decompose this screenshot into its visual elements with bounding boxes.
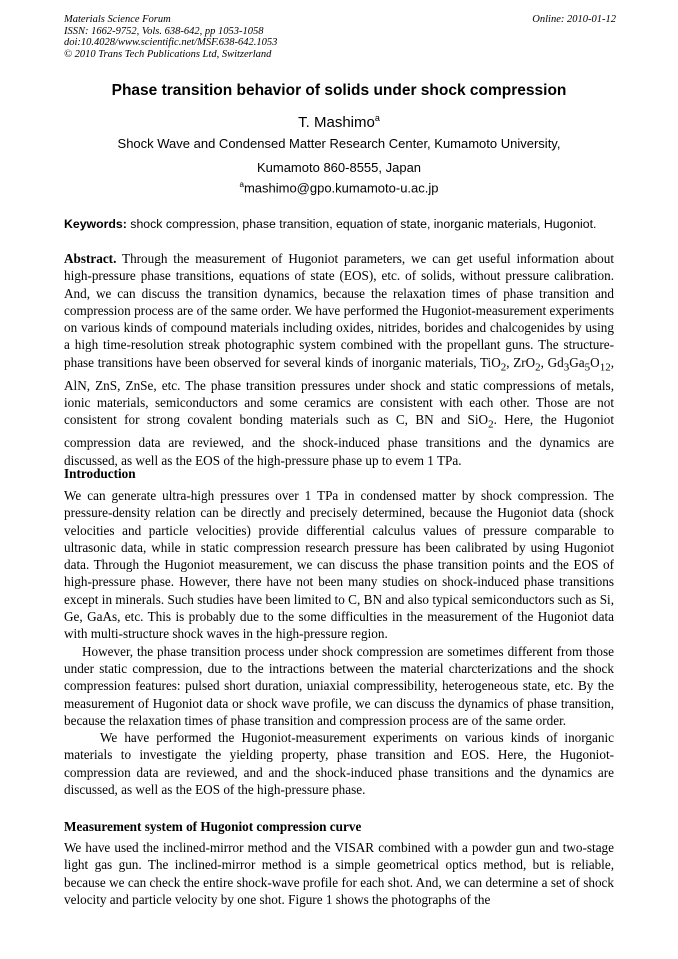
journal-name: Materials Science Forum bbox=[64, 14, 171, 25]
abstract-text-6: , AlN, ZnS, ZnSe, etc. The phase transition pressures under shock and static compressions of metals, ionic materials, semiconductors and some ceramics are consistent with each other. Those are not consistent for strong covalent bonding materials such as C, BN and SiO bbox=[64, 354, 614, 428]
introduction-paragraph-3: We have performed the Hugoniot-measurement experiments on various kinds of inorganic materials to investigate the yielding property, phase transition and EOS. Here, the Hugoniot-compression data are reviewed, and and the shock-induced phase transitions and the dynamics are discussed, as well as the EOS of the high-pressure phase. bbox=[64, 730, 614, 798]
keywords bbox=[64, 217, 624, 231]
introduction-paragraph-1: We can generate ultra-high pressures over 1 TPa in condensed matter by shock compression. The pressure-density relation can be directly and precisely determined, because the Hugoniot data (shock velocities and particle velocities) provide differential calculus values of pressure comparable to ultrasonic data, while in static compression research pressure has been calibrated by using Hugoniot data. Through the Hugoniot measurement, we can discuss the phase transition points and the EOS of high-pressure phase. However, there have not been many studies on shock-induced phase transitions except in minerals. Such studies have been limited to C, BN and also typical semiconductors such as Si, Ge, GaAs, etc. This is probably due to the some difficulties in the measurement of the Hugoniot data with multi-structure shock waves in the high-pressure region. bbox=[64, 488, 614, 642]
email-address: mashimo@gpo.kumamoto-u.ac.jp bbox=[243, 180, 439, 196]
author-line bbox=[0, 113, 678, 131]
affiliation-line-2: Kumamoto 860-8555, Japan bbox=[256, 160, 422, 175]
author-mark: a bbox=[374, 113, 380, 123]
abstract-sub-4: 5 bbox=[584, 361, 591, 374]
journal-header bbox=[64, 14, 616, 60]
keywords-text: shock compression, phase transition, equation of state, inorganic materials, Hugoniot. bbox=[126, 217, 597, 231]
abstract-sub-6: 2 bbox=[488, 418, 494, 431]
author-name: T. Mashimo bbox=[298, 114, 375, 131]
abstract-text-4: Ga bbox=[569, 354, 585, 370]
affiliation-line-1: Shock Wave and Condensed Matter Research Center, Kumamoto University, bbox=[117, 136, 561, 151]
introduction-paragraph-2: However, the phase transition process under shock compression are sometimes different from those under static compression, due to the intractions between the material charcterizations and the shock compression features: pulsed short duration, uniaxial compressibility, heterogeneous state, etc. By the measurement of Hugoniot data or shock wave profile, we can discuss the dynamics of phase transition, because the relaxation times of phase transition and compression process are of the same order. bbox=[64, 643, 614, 728]
abstract bbox=[64, 250, 614, 469]
email-mark: a bbox=[239, 180, 244, 189]
doi-line: doi:10.4028/www.scientific.net/MSF.638-642.1053 bbox=[64, 37, 278, 48]
paper-title: Phase transition behavior of solids under shock compression bbox=[111, 82, 567, 99]
abstract-sub-2: 2 bbox=[535, 361, 541, 374]
introduction-body bbox=[64, 487, 614, 798]
measurement-paragraph-1: We have used the inclined-mirror method and the VISAR combined with a powder gun and two-stage light gas gun. The inclined-mirror method is a simple geometrical optics method, but is reliable, because we can check the entire shock-wave profile for each shot. And, we can determine a set of shock velocity and particle velocity by one shot. Figure 1 shows the photographs of the bbox=[64, 840, 614, 907]
measurement-heading: Measurement system of Hugoniot compression curve bbox=[64, 819, 362, 834]
abstract-text-1: Through the measurement of Hugoniot parameters, we can get useful information about high-pressure phase transitions, equations of state (EOS), etc. of solids, without pressure calibration. And, we can discuss the transition dynamics, because the relaxation times of phase transition and compression process are of the same order. We have performed the Hugoniot-measurement experiments on various kinds of compound materials including oxides, nitrides, borides and chalcogenides by using a high time-resolution streak photographic system combined with the propellant guns. The structure-phase transitions have been observed for several kinds of inorganic materials, TiO bbox=[64, 251, 614, 370]
introduction-heading: Introduction bbox=[64, 466, 136, 481]
abstract-text-7: . Here, the Hugoniot compression data are reviewed, and the shock-induced phase transitions and the dynamics are discussed, as well as the EOS of the high-pressure phase up to evem 1 TPa. bbox=[64, 412, 615, 468]
email-line bbox=[0, 180, 678, 195]
abstract-text-2: , ZrO bbox=[506, 354, 536, 370]
keywords-label: Keywords: bbox=[64, 217, 127, 231]
online-date: Online: 2010-01-12 bbox=[532, 14, 616, 25]
abstract-sub-3: 3 bbox=[563, 361, 570, 374]
abstract-sub-1: 2 bbox=[500, 361, 507, 374]
copyright-line: © 2010 Trans Tech Publications Ltd, Switzerland bbox=[64, 48, 272, 60]
abstract-text-3: , Gd bbox=[540, 354, 564, 370]
abstract-text-5: O bbox=[590, 354, 600, 370]
abstract-paragraph bbox=[64, 250, 614, 469]
measurement-body bbox=[64, 839, 614, 908]
issn-line: ISSN: 1662-9752, Vols. 638-642, pp 1053-1058 bbox=[64, 25, 264, 37]
abstract-sub-5: 12 bbox=[599, 361, 611, 374]
abstract-label: Abstract. bbox=[64, 251, 117, 266]
